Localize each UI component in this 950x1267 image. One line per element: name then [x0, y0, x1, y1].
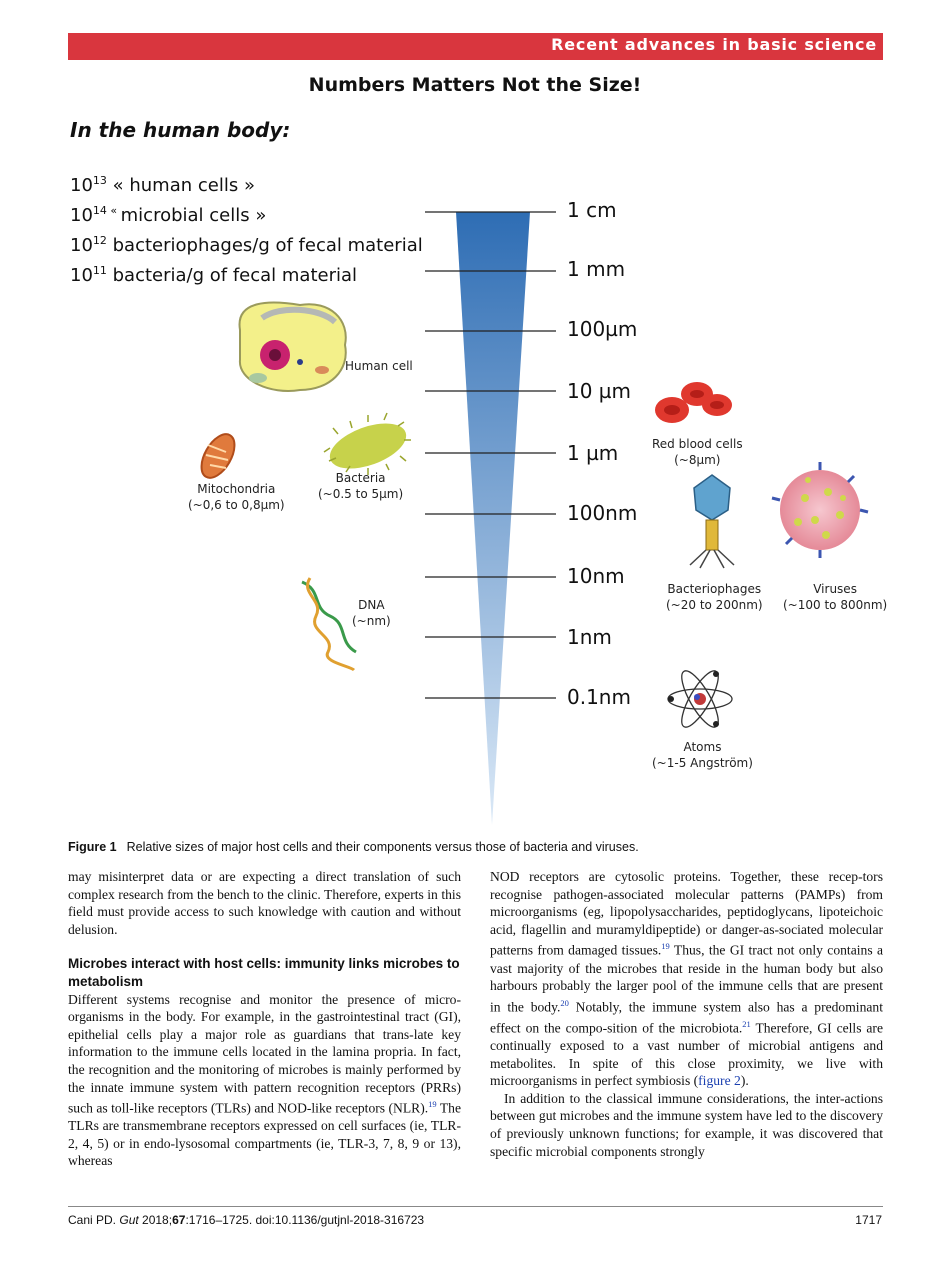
section-heading: Microbes interact with host cells: immunity links microbes to metabolism — [68, 956, 460, 989]
dna-label: DNA (~nm) — [352, 598, 391, 628]
dna-icon — [302, 578, 356, 670]
page-number: 1717 — [855, 1213, 882, 1227]
atom-label: Atoms (~1-5 Angström) — [652, 740, 753, 770]
paragraph: may misinterpret data or are expecting a direct translation of such complex research from the bench to the clinic. Therefore, experts in this field must provide access to such knowledge with caution and without delusion. — [68, 869, 461, 937]
mitochondria-label: Mitochondria (~0,6 to 0,8µm) — [188, 482, 285, 512]
scale-label: 0.1nm — [567, 685, 631, 709]
scale-label: 100nm — [567, 501, 638, 525]
figure-caption — [68, 840, 639, 854]
scale-label: 1 mm — [567, 257, 626, 281]
stat-line: $10^{13}$ « human cells » — [70, 174, 255, 196]
scale-label: 1nm — [567, 625, 612, 649]
banner-title: Recent advances in basic science — [551, 35, 877, 54]
figure-title: Numbers Matters Not the Size! — [308, 74, 642, 96]
scale-label: 10 µm — [567, 379, 632, 403]
figure-link[interactable]: figure 2 — [698, 1073, 741, 1089]
bacteriophage-label: Bacteriophages (~20 to 200nm) — [666, 582, 763, 612]
paragraph: In addition to the classical immune considerations, the inter-actions between gut microbes and the immune system have led to the discovery of previously unknown functions; for example, it was discovered that specific microbial components strongly — [490, 1090, 883, 1159]
bacteriophage-icon — [690, 475, 734, 568]
paragraph: NOD receptors are cytosolic proteins. Together, these recep-tors recognise pathogen-associated molecular patterns (PAMPs) from microorganisms (eg, lipopolysaccharides, peptidoglycans, lipoteichoic acid, flagellin and muramyldipeptide) or danger-as-sociated molecular patterns from damaged tissues.$^{19}$ Thus, the GI tract not only contains a vast majority of the microbes that reside in the human body but also harbours probably the larger pool of the immune cells that are present in the body.$^{20}$ Notably, the immune system also has a predominant effect on the compo-sition of the microbiota.$^{21}$ Therefore, GI cells are continually exposed to a vast number of microbial antigens and metabolites. In spite of this close proximity, we live with microorganisms in perfect symbiosis (figure 2). — [490, 869, 884, 1089]
atom-icon — [668, 666, 732, 731]
red-blood-cells-icon — [655, 382, 732, 423]
stat-line: $10^{14}$ « microbial cells » — [70, 204, 267, 226]
citation-link[interactable]: 21 — [742, 1018, 751, 1029]
citation-link[interactable]: 20 — [560, 997, 569, 1008]
figure-label: Figure 1 — [68, 840, 117, 854]
paragraph: Different systems recognise and monitor the presence of micro-organisms in the body. For example, in the gastrointestinal tract (GI), epithelial cells play a major role as guardians that trans-late key information to the immune cells located in the lamina propria. In fact, the recognition and the monitoring of microbes is mainly performed by the innate immune system with pattern recognition receptors (PRRs) such as toll-like receptors (TLRs) and NOD-like receptors (NLR).$^{19}$ The TLRs are transmembrane receptors expressed on cell surfaces (ie, TLR-2, 4, 5) or in endo-lysosomal compartments (ie, TLR-3, 7, 8, 9 or 13), whereas — [68, 991, 461, 1169]
size-cone — [456, 212, 530, 825]
left-column — [68, 868, 461, 1170]
caption-text: Relative sizes of major host cells and their components versus those of bacteria and viruses. — [126, 840, 639, 854]
bacteria-icon — [324, 413, 412, 478]
human-cell-label: Human cell — [345, 359, 413, 373]
mitochondria-icon — [195, 429, 242, 484]
footer-divider — [68, 1206, 883, 1207]
right-column — [490, 868, 883, 1160]
citation-link[interactable]: 19 — [661, 941, 670, 952]
virus-icon — [772, 462, 868, 558]
size-scale-diagram — [0, 60, 950, 840]
virus-label: Viruses (~100 to 800nm) — [783, 582, 888, 612]
figure-1 — [0, 60, 950, 840]
stat-line: $10^{11}$ bacteria/g of fecal material — [70, 264, 358, 286]
bacteria-label: Bacteria (~0.5 to 5µm) — [318, 471, 404, 501]
stat-line: $10^{12}$ bacteriophages/g of fecal material — [70, 234, 423, 256]
scale-label: 1 cm — [567, 198, 617, 222]
scale-label: 100µm — [567, 317, 638, 341]
human-cell-icon — [240, 303, 346, 391]
rbc-label: Red blood cells (~8µm) — [652, 437, 743, 467]
footer-citation: Cani PD. Gut 2018;67:1716–1725. doi:10.1136/gutjnl-2018-316723 — [68, 1213, 425, 1227]
scale-label: 1 µm — [567, 441, 619, 465]
figure-subtitle: In the human body: — [70, 118, 291, 142]
scale-label: 10nm — [567, 564, 625, 588]
section-banner — [68, 33, 883, 60]
citation-link[interactable]: 19 — [428, 1099, 437, 1110]
